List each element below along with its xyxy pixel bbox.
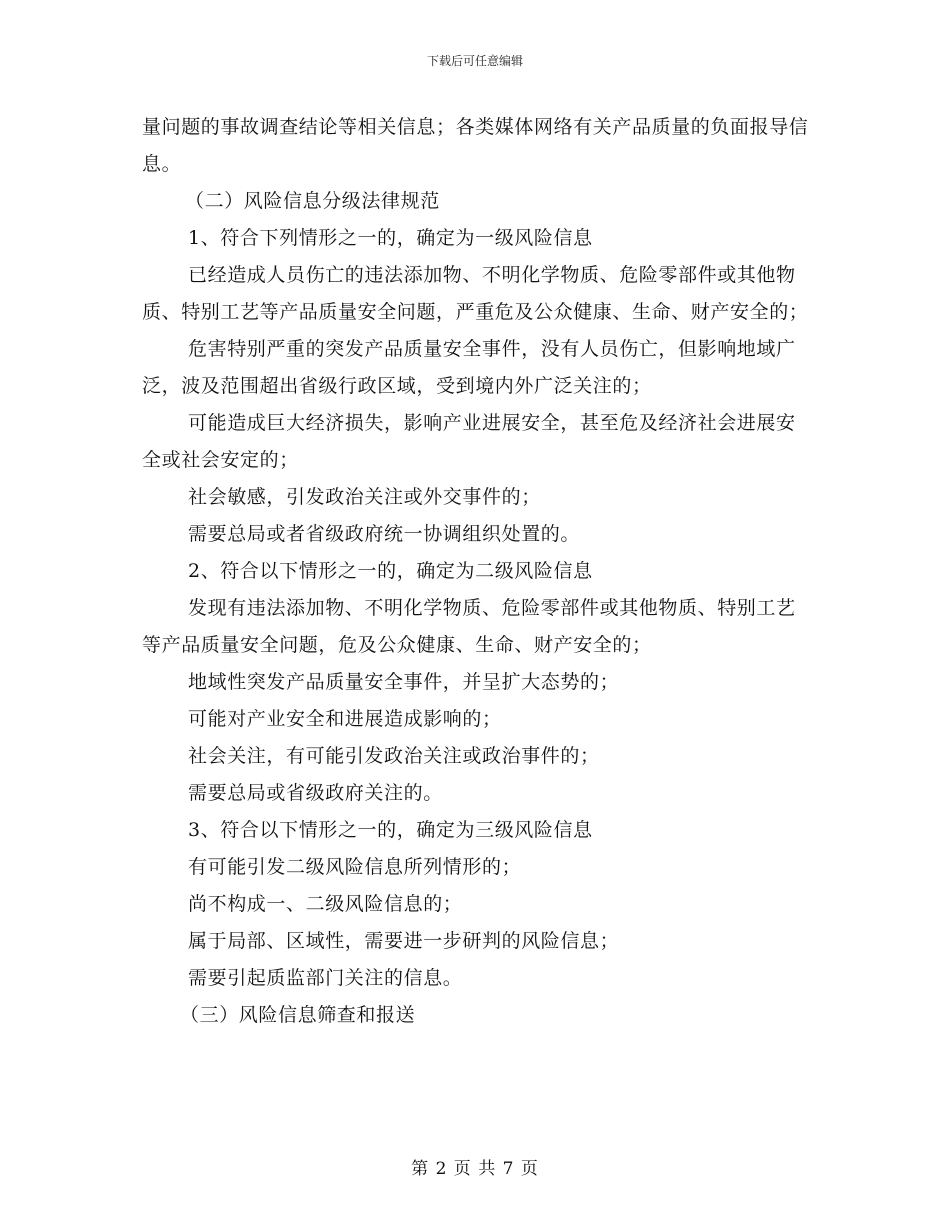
paragraph: 发现有违法添加物、不明化学物质、危险零部件或其他物质、特别工艺等产品质量安全问题，危及公众健康、生命、财产安全的； xyxy=(142,597,796,656)
paragraph: 属于局部、区域性，需要进一步研判的风险信息； xyxy=(188,930,620,952)
paragraph: 可能对产业安全和进展造成影响的； xyxy=(188,708,502,730)
paragraph: 需要总局或省级政府关注的。 xyxy=(188,782,443,804)
paragraph: 可能造成巨大经济损失，影响产业进展安全，甚至危及经济社会进展安全或社会安定的； xyxy=(142,412,796,471)
paragraph: 地域性突发产品质量安全事件，并呈扩大态势的； xyxy=(188,671,620,693)
subheading-level-1: 1、符合下列情形之一的，确定为一级风险信息 xyxy=(188,227,593,249)
subheading-level-2: 2、符合以下情形之一的，确定为二级风险信息 xyxy=(188,560,593,582)
paragraph-continuation: 量问题的事故调查结论等相关信息；各类媒体网络有关产品质量的负面报导信息。 xyxy=(142,116,809,175)
paragraph: 社会关注，有可能引发政治关注或政治事件的； xyxy=(188,745,600,767)
paragraph: 已经造成人员伤亡的违法添加物、不明化学物质、危险零部件或其他物质、特别工艺等产品质量安全问题，严重危及公众健康、生命、财产安全的； xyxy=(142,264,809,323)
subheading-level-3: 3、符合以下情形之一的，确定为三级风险信息 xyxy=(188,819,593,841)
section-heading-3: （三）风险信息筛查和报送 xyxy=(180,1004,416,1026)
section-heading-2: （二）风险信息分级法律规范 xyxy=(185,190,440,212)
page-header: 下载后可任意编辑 xyxy=(426,54,523,68)
paragraph: 危害特别严重的突发产品质量安全事件，没有人员伤亡，但影响地域广泛，波及范围超出省级行政区域，受到境内外广泛关注的； xyxy=(142,338,796,397)
paragraph: 有可能引发二级风险信息所列情形的； xyxy=(188,856,522,878)
paragraph: 需要引起质监部门关注的信息。 xyxy=(188,967,463,989)
paragraph: 社会敏感，引发政治关注或外交事件的； xyxy=(188,486,541,508)
document-body xyxy=(142,109,812,1034)
paragraph: 尚不构成一、二级风险信息的； xyxy=(188,893,463,915)
page-number-footer: 第 2 页 共 7 页 xyxy=(411,1159,539,1179)
paragraph: 需要总局或者省级政府统一协调组织处置的。 xyxy=(188,523,581,545)
